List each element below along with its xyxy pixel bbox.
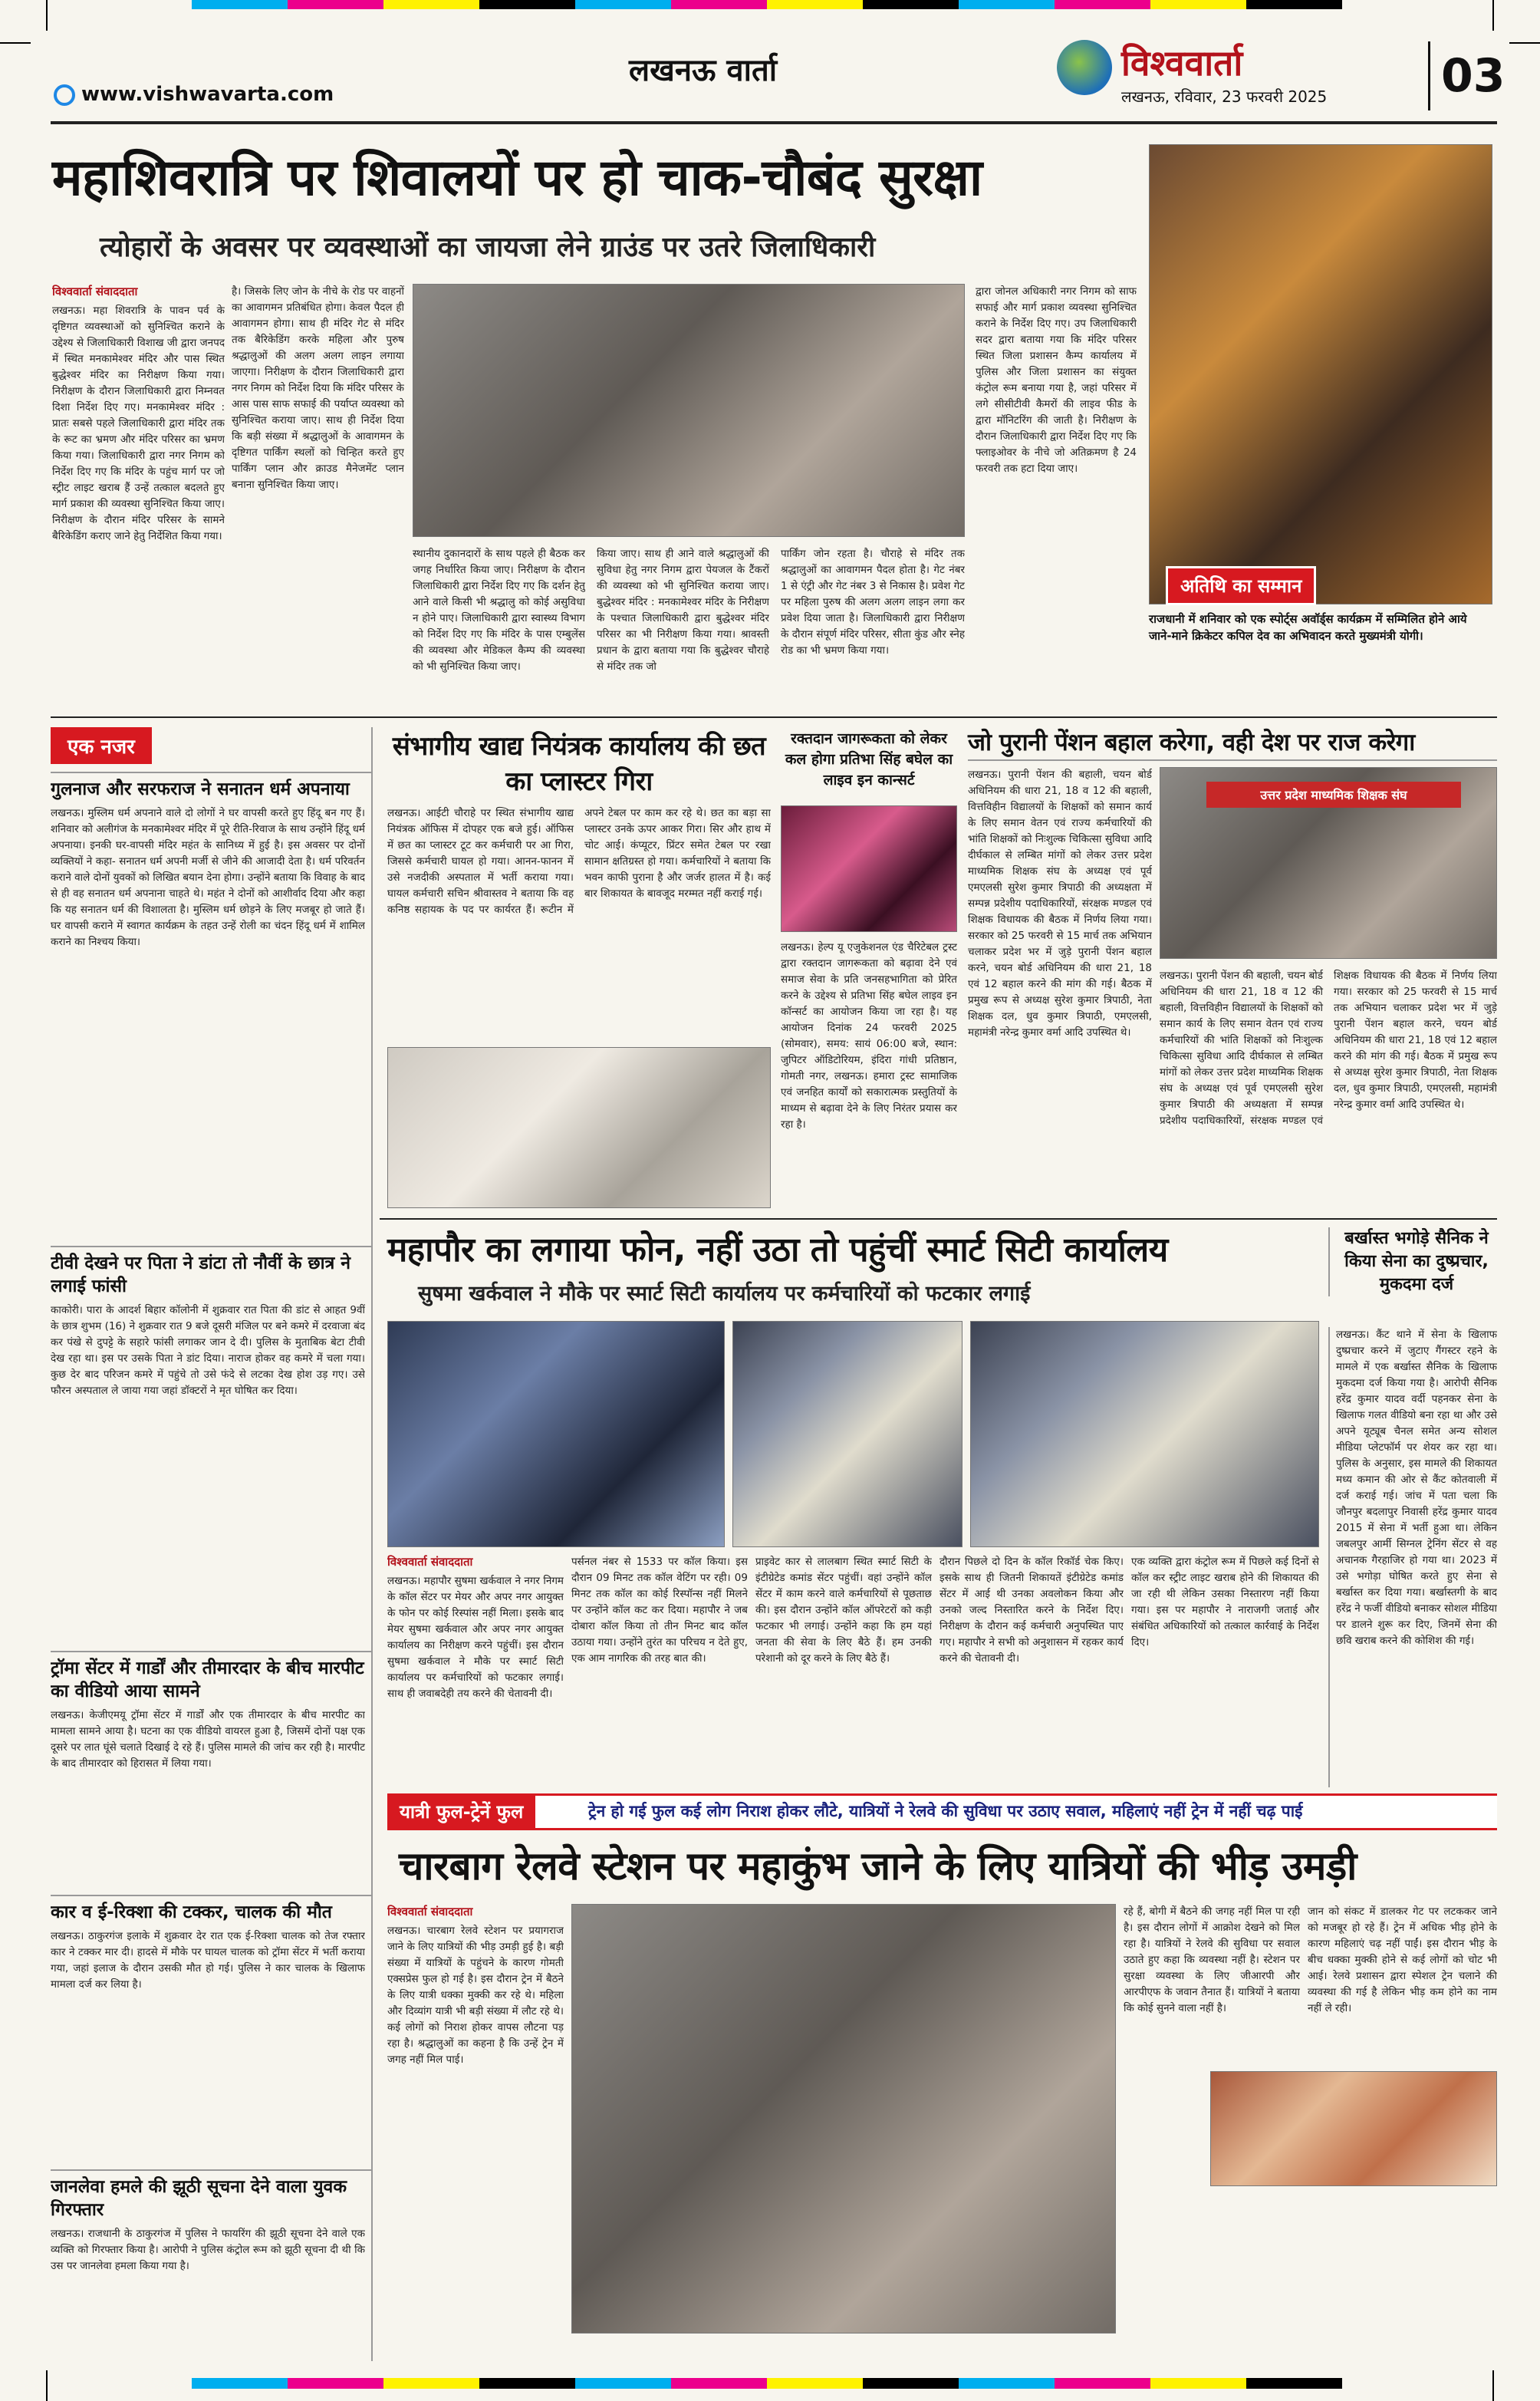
mayor-byline: विश्ववार्ता संवाददाता [387, 1555, 473, 1569]
railway-column-3: जान को संकट में डालकर गेट पर लटककर जाने को मजबूर हो रहे हैं। ट्रेन में अधिक भीड़ होने के कारण महिलाएं चढ़ नहीं पाईं। इस दौरान भीड़ के बीच धक्का मुक्की होने से कई लोगों को चोट भी आई। रेलवे प्रशासन द्वारा स्पेशल ट्रेन चलाने की व्यवस्था की गई है लेकिन भीड़ कम होने का नाम नहीं ले रही। [1308, 1905, 1497, 2014]
pension-headline: जो पुरानी पेंशन बहाल करेगा, वही देश पर राज करेगा [968, 726, 1497, 761]
edition-title: लखनऊ वार्ता [629, 53, 778, 88]
railway-byline: विश्ववार्ता संवाददाता [387, 1905, 473, 1918]
brand-name: विश्ववार्ता [1121, 42, 1243, 84]
ek-nazar-sidebar [51, 727, 373, 2361]
railway-tag: यात्री फुल-ट्रेनें फुल [387, 1796, 535, 1828]
mayor-column-2: पर्सनल नंबर से 1533 पर कॉल किया। इस दौरान 09 मिनट तक कॉल वेटिंग पर रही। 09 मिनट तक कॉल का कोई रिस्पॉन्स नहीं मिलने पर उन्होंने कॉल कट कर दिया। महापौर ने जब दोबारा कॉल किया तो तीन मिनट बाद कॉल उठाया गया। उन्होंने तुरंत का परिचय न देते हुए, एक आम नागरिक की तरह बात की। [571, 1556, 748, 1665]
lead-column-1: विश्ववार्ता संवाददाता लखनऊ। महा शिवरात्रि के पावन पर्व के दृष्टिगत व्यवस्थाओं को सुनिश्चित कराने के उद्देश्य से जिलाधिकारी विशाख जी द्वारा जनपद में स्थित मनकामेश्वर मंदिर और पास स्थित बुद्धेश्वर मंदिर का निरीक्षण किया गया। निरीक्षण के दौरान जिलाधिकारी द्वारा निम्नवत दिशा निर्देश दिए गए। मनकामेश्वर मंदिर : प्रातः सबसे पहले जिलाधिकारी द्वारा मंदिर तक के रूट का भ्रमण और मंदिर परिसर का भ्रमण किया गया। जिलाधिकारी द्वारा नगर निगम को निर्देश दिए गए कि मंदिर के पहुंच मार्ग पर जो स्ट्रीट लाइट खराब हैं उन्हें तत्काल बदलते हुए मार्ग प्रकाश की व्यवस्था सुनिश्चित किया जाए। निरीक्षण के दौरान मंदिर परिसर के सामने बैरिकेडिंग कराए जाने हेतु निर्देशित किया गया। [52, 285, 225, 542]
ek-nazar-title-3: ट्रॉमा सेंटर में गार्डों और तीमारदार के बीच मारपीट का वीडियो आया सामने [51, 1651, 371, 1703]
railway-tag-strip [387, 1793, 1497, 1830]
railway-column-1: विश्ववार्ता संवाददाता लखनऊ। चारबाग रेलवे स्टेशन पर प्रयागराज जाने के लिए यात्रियों की भीड़ उमड़ी हुई है। बड़ी संख्या में यात्रियों के पहुंचने के कारण गोमती एक्सप्रेस फुल हो गई है। इस दौरान ट्रेन में बैठने के लिए यात्री धक्का मुक्की कर रहे थे। महिला और दिव्यांग यात्री भी बड़ी संख्या में लौट रहे थे। कई लोगों को निराश होकर वापस लौटना पड़ रहा है। श्रद्धालुओं का कहना है कि उन्हें ट्रेन में जगह नहीं मिल पाई। [387, 1905, 564, 2066]
ek-nazar-body-2: काकोरी। पारा के आदर्श बिहार कॉलोनी में शुक्रवार रात पिता की डांट से आहत 9वीं के छात्र शुभम (16) ने शुक्रवार रात 9 बजे दूसरी मंजिल पर बने कमरे में दरवाजा बंद कर पंखे से दुपट्टे के सहारे फांसी लगाकर जान दे दी। पुलिस के मुताबिक बेटा टीवी देख रहा था। इस पर उसके पिता ने डांट दिया। नाराज होकर वह कमरे में चला गया। कुछ देर बाद परिजन कमरे में पहुंचे तो उसे फंदे से लटका देख होश उड़ गए। उसे फौरन अस्पताल ले जाया गया जहां डॉक्टरों ने मृत घोषित कर दिया। [51, 1304, 365, 1397]
ek-nazar-body-5: लखनऊ। राजधानी के ठाकुरगंज में पुलिस ने फायरिंग की झूठी सूचना देने वाले एक व्यक्ति को गिरफ्तार किया है। आरोपी ने पुलिस कंट्रोल रूम को झूठी सूचना दी थी कि उस पर जानलेवा हमला किया गया है। [51, 2228, 365, 2272]
lead-photo-inspection [413, 284, 965, 537]
plaster-body: लखनऊ। आईटी चौराहे पर स्थित संभागीय खाद्य नियंत्रक ऑफिस में दोपहर एक बजे हुई। ऑफिस में छत का प्लास्टर टूट कर कर्मचारी पर आ गिरा, जिससे कर्मचारी घायल हो गया। आनन-फानन में उसे नजदीकी अस्पताल में भर्ती कराया गया। घायल कर्मचारी सचिन श्रीवास्तव ने बताया कि वह कनिष्ठ सहायक के पद पर कार्यरत हैं। रूटीन में अपने टेबल पर काम कर रहे थे। छत का बड़ा सा प्लास्टर उनके ऊपर आकर गिरा। सिर और हाथ में चोट आई। कंप्यूटर, प्रिंटर समेत टेबल पर रखा सामान क्षतिग्रस्त हो गया। कर्मचारियों ने बताया कि भवन काफी पुराना है और जर्जर हालत में है। कई बार शिकायत के बावजूद मरम्मत नहीं कराई गई। [387, 807, 771, 916]
plaster-headline: संभागीय खाद्य नियंत्रक कार्यालय की छत का प्लास्टर गिरा [392, 731, 766, 797]
mayor-column-4: दौरान पिछले दो दिन के कॉल रिकॉर्ड चेक किए। इसके साथ ही जितनी शिकायतें इंटीग्रेटेड कमांड सेंटर में आई थी उनका अवलोकन किया और उनको जल्द निस्तारित करने के निर्देश दिए। निरीक्षण के दौरान कई कर्मचारी अनुपस्थित पाए गए। महापौर ने सभी को अनुशासन में रहकर कार्य करने की चेतावनी दी। [939, 1556, 1124, 1665]
ie-logo-icon [54, 84, 75, 106]
mayor-photo-3 [970, 1321, 1319, 1547]
railway-headline: चारबाग रेलवे स्टेशन पर महाकुंभ जाने के लिए यात्रियों की भीड़ उमड़ी [399, 1844, 1357, 1889]
mayor-column-5: एक व्यक्ति द्वारा कंट्रोल रूम में पिछले कई दिनों से कॉल कर स्ट्रीट लाइट खराब होने की शिकायत की जा रही थी लेकिन उसका निस्तारण नहीं किया गया। इस पर महापौर ने नाराजगी जताई और संबंधित अधिकारियों को तत्काल कार्रवाई के निर्देश दिए। [1131, 1556, 1319, 1648]
mayor-subhead: सुषमा खर्कवाल ने मौके पर स्मार्ट सिटी कार्यालय पर कर्मचारियों को फटकार लगाई [418, 1282, 1031, 1306]
brand-logo-icon [1057, 40, 1112, 95]
website-link[interactable]: www.vishwavarta.com [54, 83, 334, 106]
guest-photo-caption: राजधानी में शनिवार को एक स्पोर्ट्स अवॉर्ड्स कार्यक्रम में सम्मिलित होने आये जाने-माने क्रिकेटर कपिल देव का अभिवादन करते मुख्यमंत्री योगी। [1149, 612, 1467, 643]
ek-nazar-body-1: लखनऊ। मुस्लिम धर्म अपनाने वाले दो लोगों ने घर वापसी करते हुए हिंदू बन गए हैं। शनिवार को अलीगंज के मनकामेश्वर मंदिर में पूरे रीति-रिवाज के साथ उन्होंने हिंदू धर्म अपनाया। इनकी घर-वापसी मंदिर महंत के सानिध्य में हुई है। इस अवसर पर दोनों व्यक्तियों ने कहा- सनातन धर्म अपनी मर्जी से जीने की आजादी देता है। धर्म परिवर्तन कराने वाले दोनों युवकों को लिखित बयान देना होगा। उन्होंने बताया कि विवाह के बाद से ही वह सनातन धर्म अपनाना चाहते थे। महंत ने दोनों को आशीर्वाद दिया और कहा कि यह सनातन धर्म की विशालता है। मुस्लिम धर्म छोड़ने के लिए मजबूर हो जाते हैं। घर वापसी कराने में स्वागत कार्यक्रम के तहत उन्हें रोली का चंदन हिंदू धर्म में शामिल कराने का निश्चय किया। [51, 807, 365, 948]
bhagode-body: लखनऊ। कैंट थाने में सेना के खिलाफ दुष्प्रचार करने में जुटाए गैंगस्टर रहने के मामले में एक बर्खास्त सैनिक के खिलाफ मुकदमा दर्ज किया गया है। आरोपी सैनिक हरेंद्र कुमार यादव वर्दी पहनकर सेना के खिलाफ गलत वीडियो बना रहा था और उसे अपने यूट्यूब चैनल समेत अन्य सोशल मीडिया प्लेटफॉर्म पर शेयर कर रहा था। पुलिस के अनुसार, इस मामले की शिकायत मध्य कमान की ओर से कैंट कोतवाली में दर्ज कराई गई। जांच में पता चला कि जौनपुर बदलापुर निवासी हरेंद्र कुमार यादव 2015 में सेना में भर्ती हुआ था। लेकिन जबलपुर आर्मी सिग्नल ट्रेनिंग सेंटर से वह अचानक गैरहाजिर हो गया था। 2023 में उसे भगोड़ा घोषित करते हुए सेना से बर्खास्त कर दिया गया। बर्खास्तगी के बाद हरेंद्र ने फर्जी वीडियो बनाकर सोशल मीडिया पर डालने शुरू कर दिए, जिनमें सेना की छवि खराब करने की कोशिश की गई। [1328, 1327, 1497, 1787]
color-registration-bar-bottom [192, 2378, 1342, 2389]
plaster-photo [387, 1047, 771, 1208]
pratibha-body: लखनऊ। हेल्प यू एजुकेशनल एंड चैरिटेबल ट्रस्ट द्वारा रक्तदान जागरूकता को बढ़ावा देने एवं समाज सेवा के प्रति जनसहभागिता को प्रेरित करने के उद्देश्य से प्रतिभा सिंह बघेल लाइव इन कॉन्सर्ट का आयोजन किया जा रहा है। यह आयोजन दिनांक 24 फरवरी 2025 (सोमवार), समय: सायं 06:00 बजे, स्थान: जुपिटर ऑडिटोरियम, इंदिरा गांधी प्रतिष्ठान, गोमती नगर, लखनऊ। हमारा ट्रस्ट सामाजिक एवं जनहित कार्यों को सकारात्मक प्रस्तुतियों के माध्यम से बढ़ावा देने के लिए निरंतर प्रयास कर रहा है। [781, 941, 957, 1131]
guest-photo-label: अतिथि का सम्मान [1166, 566, 1316, 605]
lead-column-6: द्वारा जोनल अधिकारी नगर निगम को साफ सफाई और मार्ग प्रकाश व्यवस्था सुनिश्चित कराने के निर्देश दिए गए। उप जिलाधिकारी सदर द्वारा बताया गया कि मंदिर परिसर स्थित जिला प्रशासन कैम्प कार्यालय में पुलिस और जिला प्रशासन का संयुक्त कंट्रोल रूम बनाया गया है, जहां परिसर में लगे सीसीटीवी कैमरों की लाइव फीड के द्वारा मॉनिटरिंग की जाती है। निरीक्षण के दौरान जिलाधिकारी द्वारा निर्देश दिए गए कि फ्लाइओवर के नीचे जो अतिक्रमण है 24 फरवरी तक हटा दिया जाए। [976, 285, 1137, 475]
ek-nazar-title-1: गुलनाज और सरफराज ने सनातन धर्म अपनाया [51, 772, 371, 801]
ek-nazar-title-4: कार व ई-रिक्शा की टक्कर, चालक की मौत [51, 1895, 371, 1924]
pratibha-headline: रक्तदान जागरूकता को लेकर कल होगा प्रतिभा सिंह बघेल का लाइव इन कान्सर्ट [785, 730, 953, 789]
lead-column-2: है। जिसके लिए जोन के नीचे के रोड पर वाहनों का आवागमन प्रतिबंधित होगा। केवल पैदल ही आवागमन होगा। साथ ही मंदिर गेट से मंदिर तक बैरिकेडिंग करके महिला और पुरुष श्रद्धालुओं की अलग अलग लाइन लगाया जाएगा। निरीक्षण के दौरान जिलाधिकारी द्वारा नगर निगम को निर्देश दिया कि मंदिर परिसर के आस पास साफ सफाई की पर्याप्त व्यवस्था को सुनिश्चित कराया जाए। साथ ही निर्देश दिया कि बड़ी संख्या में श्रद्धालुओं के आवागमन के दृष्टिगत पार्किंग स्थलों को चिन्हित करते हुए पार्किंग प्लान और क्राउड मैनेजमेंट प्लान बनाना सुनिश्चित किया जाए। [232, 285, 404, 491]
lead-headline: महाशिवरात्रि पर शिवालयों पर हो चाक-चौबंद सुरक्षा [52, 148, 982, 207]
page-number: 03 [1428, 41, 1497, 110]
pension-body-right: लखनऊ। पुरानी पेंशन की बहाली, चयन बोर्ड अधिनियम की धारा 21, 18 व 12 की बहाली, वित्तविहीन विद्यालयों के शिक्षकों को समान कार्य के लिए समान वेतन एवं राज्य कर्मचारियों की भांति शिक्षकों को निःशुल्क चिकित्सा सुविधा आदि दीर्घकाल से लम्बित मांगों को लेकर उत्तर प्रदेश माध्यमिक शिक्षक संघ के अध्यक्ष एवं पूर्व एमएलसी सुरेश कुमार त्रिपाठी की अध्यक्षता में सम्पन्न प्रदेशीय पदाधिकारियों, संरक्षक मण्डल एवं शिक्षक विधायक की बैठक में निर्णय लिया गया। सरकार को 25 फरवरी से 15 मार्च तक अभियान चलाकर प्रदेश भर में जुड़े पुरानी पेंशन बहाल करने, चयन बोर्ड अधिनियम की धारा 21, 18 एवं 12 बहाल करने की मांग की गई। बैठक में प्रमुख रूप से अध्यक्ष सुरेश कुमार त्रिपाठी, नेता शिक्षक दल, धुव कुमार त्रिपाठी, एमएलसी, महामंत्री नरेन्द्र कुमार वर्मा आदि उपस्थित थे। [1160, 970, 1497, 1127]
lead-column-3: स्थानीय दुकानदारों के साथ पहले ही बैठक कर जगह निर्धारित किया जाए। निरीक्षण के दौरान जिलाधिकारी द्वारा निर्देश दिए गए कि दर्शन हेतु आने वाले किसी भी श्रद्धालु को कोई असुविधा न होने पाए। जिलाधिकारी द्वारा स्वास्थ्य विभाग को निर्देश दिए गए कि मंदिर के पास एम्बुलेंस की व्यवस्था और मेडिकल कैम्प की व्यवस्था को भी सुनिश्चित किया जाए। [413, 548, 585, 673]
mayor-column-1: विश्ववार्ता संवाददाता लखनऊ। महापौर सुषमा खर्कवाल ने नगर निगम के कॉल सेंटर पर मेयर और अपर नगर आयुक्त के फोन पर कोई रिस्पांस नहीं मिला। इसके बाद मेयर सुषमा खर्कवाल और अपर नगर आयुक्त कार्यालय का निरीक्षण करने पहुंचीं। इस दौरान सुषमा खर्कवाल ने मौके पर स्मार्ट सिटी कार्यालय पर कर्मचारियों को फटकार लगाई। साथ ही जवाबदेही तय करने की चेतावनी दी। [387, 1555, 564, 1700]
railway-photo-crowd [571, 1904, 1116, 2333]
lead-column-5: पार्किंग जोन रहता है। चौराहे से मंदिर तक श्रद्धालुओं का आवागमन पैदल होता है। गेट नंबर 1 से एंट्री और गेट नंबर 3 से निकास है। प्रवेश गेट पर महिला पुरुष की अलग अलग लाइन लगा कर प्रवेश दिया जाता है। जिलाधिकारी द्वारा निरीक्षण के दौरान संपूर्ण मंदिर परिसर, सीता कुंड और स्नेह रोड का भी भ्रमण किया गया। [781, 548, 965, 657]
railway-photo-station [1210, 2071, 1497, 2186]
railway-tag-line: ट्रेन हो गई फुल कई लोग निराश होकर लौटे, यात्रियों ने रेलवे की सुविधा पर उठाए सवाल, महिलाएं नहीं ट्रेन में नहीं चढ़ पाई [588, 1802, 1303, 1820]
mayor-headline: महापौर का लगाया फोन, नहीं उठा तो पहुंचीं स्मार्ट सिटी कार्यालय [387, 1230, 1168, 1270]
guest-photo [1149, 144, 1492, 604]
lead-subhead: त्योहारों के अवसर पर व्यवस्थाओं का जायजा लेने ग्राउंड पर उतरे जिलाधिकारी [100, 232, 876, 263]
mayor-photo-2 [732, 1321, 962, 1547]
ek-nazar-title-5: जानलेवा हमले की झूठी सूचना देने वाला युवक गिरफ्तार [51, 2169, 371, 2222]
mayor-column-3: प्राइवेट कार से लालबाग स्थित स्मार्ट सिटी के इंटीग्रेटेड कमांड सेंटर पहुंचीं। वहां उन्होंने कॉल सेंटर में काम करने वाले कर्मचारियों से पूछताछ की। इस दौरान उन्होंने कॉल ऑपरेटरों को कड़ी फटकार भी लगाई। उन्होंने कहा कि हम यहां जनता की सेवा के लिए बैठे हैं। हम उनकी परेशानी को दूर करने के लिए बैठे हैं। [755, 1556, 932, 1665]
masthead-rule [51, 121, 1497, 124]
color-registration-bar [192, 0, 1342, 9]
pension-photo [1160, 767, 1497, 959]
dateline: लखनऊ, रविवार, 23 फरवरी 2025 [1121, 87, 1328, 106]
pension-body-left: लखनऊ। पुरानी पेंशन की बहाली, चयन बोर्ड अधिनियम की धारा 21, 18 व 12 की बहाली, वित्तविहीन विद्यालयों के शिक्षकों को समान कार्य के लिए समान वेतन एवं राज्य कर्मचारियों की भांति शिक्षकों को निःशुल्क चिकित्सा सुविधा आदि दीर्घकाल से लम्बित मांगों को लेकर उत्तर प्रदेश माध्यमिक शिक्षक संघ के अध्यक्ष एवं पूर्व एमएलसी सुरेश कुमार त्रिपाठी की अध्यक्षता में सम्पन्न प्रदेशीय पदाधिकारियों, संरक्षक मण्डल एवं शिक्षक विधायक की बैठक में निर्णय लिया गया। सरकार को 25 फरवरी से 15 मार्च तक अभियान चलाकर प्रदेश भर में जुड़े पुरानी पेंशन बहाल करने, चयन बोर्ड अधिनियम की धारा 21, 18 एवं 12 बहाल करने की मांग की गई। बैठक में प्रमुख रूप से अध्यक्ष सुरेश कुमार त्रिपाठी, नेता शिक्षक दल, धुव कुमार त्रिपाठी, एमएलसी, महामंत्री नरेन्द्र कुमार वर्मा आदि उपस्थित थे। [968, 769, 1152, 1039]
ek-nazar-body-4: लखनऊ। ठाकुरगंज इलाके में शुक्रवार देर रात एक ई-रिक्शा चालक को तेज रफ्तार कार ने टक्कर मार दी। हादसे में मौके पर घायल चालक को ट्रॉमा सेंटर में भर्ती कराया गया, जहां इलाज के दौरान उसकी मौत हो गई। पुलिस ने कार चालक के खिलाफ मामला दर्ज कर लिया है। [51, 1930, 365, 1991]
pension-banner: उत्तर प्रदेश माध्यमिक शिक्षक संघ [1206, 782, 1461, 808]
ek-nazar-title-2: टीवी देखने पर पिता ने डांटा तो नौवीं के छात्र ने लगाई फांसी [51, 1246, 371, 1298]
railway-column-2: रहे हैं, बोगी में बैठने की जगह नहीं मिल पा रही है। इस दौरान लोगों में आक्रोश देखने को मिल रहा है। यात्रियों ने रेलवे की सुविधा पर सवाल उठाते हुए कहा कि व्यवस्था नहीं है। स्टेशन पर सुरक्षा व्यवस्था के लिए जीआरपी और आरपीएफ के जवान तैनात हैं। यात्रियों ने बताया कि कोई सुनने वाला नहीं है। [1124, 1905, 1300, 2014]
pratibha-photo [781, 805, 957, 932]
bhagode-headline: बर्खास्त भगोड़े सैनिक ने किया सेना का दुष्प्रचार, मुकदमा दर्ज [1328, 1227, 1497, 1296]
mayor-photo-1 [387, 1321, 725, 1547]
ek-nazar-body-3: लखनऊ। केजीएमयू ट्रॉमा सेंटर में गार्डों और एक तीमारदार के बीच मारपीट का मामला सामने आया है। घटना का एक वीडियो वायरल हुआ है, जिसमें दोनों पक्ष एक दूसरे पर लात घूंसे चलाते दिखाई दे रहे हैं। पुलिस मामले की जांच कर रही है। मारपीट के बाद तीमारदार को हिरासत में लिया गया। [51, 1709, 365, 1770]
section-rule-1 [51, 716, 1497, 718]
lead-column-4: किया जाए। साथ ही आने वाले श्रद्धालुओं की सुविधा हेतु नगर निगम द्वारा पेयजल के टैंकरों की व्यवस्था को भी सुनिश्चित कराया जाए। बुद्धेश्वर मंदिर : मनकामेश्वर मंदिर के निरीक्षण के पश्चात जिलाधिकारी द्वारा बुद्धेश्वर मंदिर परिसर का भी निरीक्षण किया गया। श्रावस्ती प्रधान के द्वारा बताया गया कि बुद्धेश्वर चौराहे से मंदिर तक जो [597, 548, 769, 673]
ek-nazar-label: एक नजर [51, 727, 152, 764]
section-rule-2 [380, 1218, 1497, 1220]
lead-byline: विश्ववार्ता संवाददाता [52, 285, 138, 298]
